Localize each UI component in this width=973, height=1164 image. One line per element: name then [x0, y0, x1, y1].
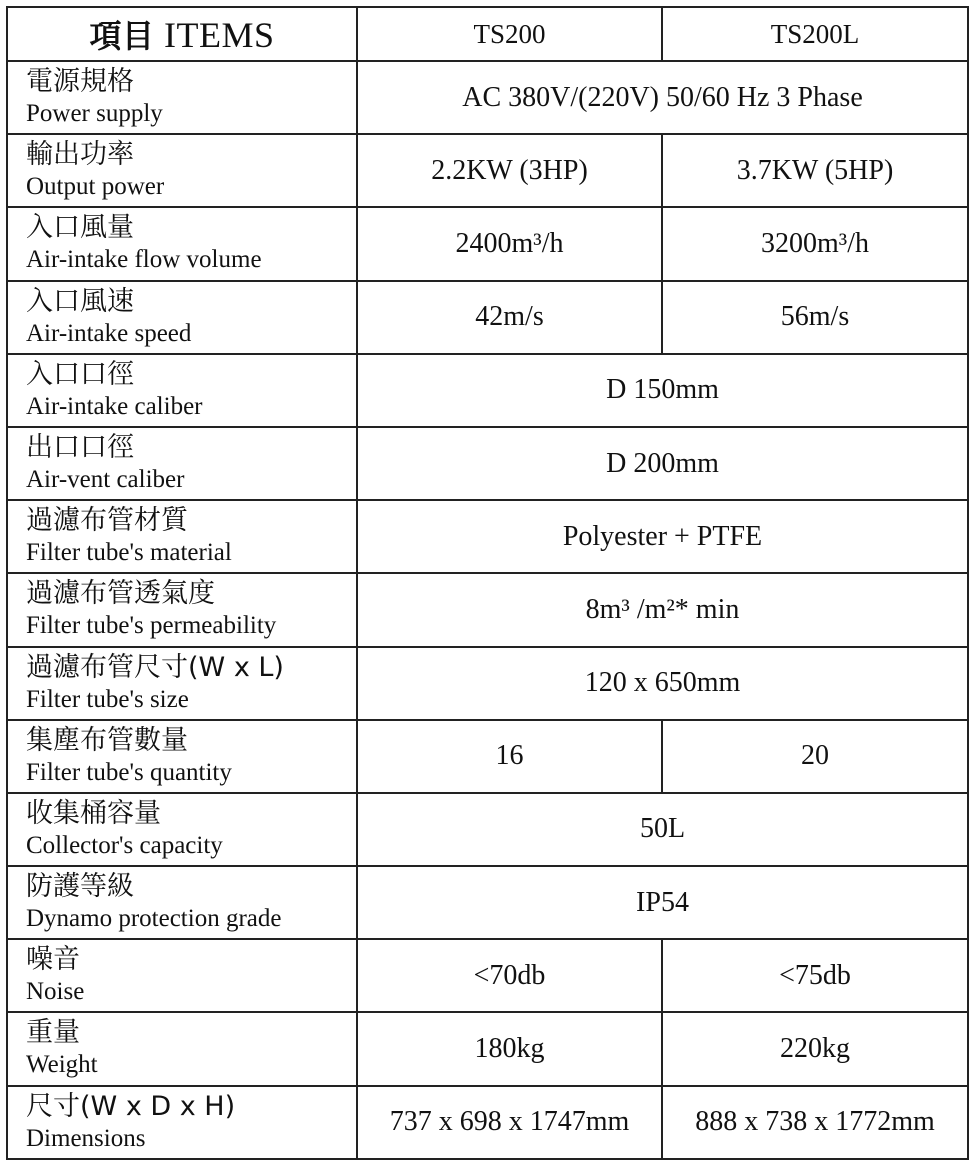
spec-label-en: Air-intake speed	[26, 319, 192, 347]
spec-value-ts200: 737 x 698 x 1747mm	[357, 1086, 662, 1159]
spec-label-en: Air-intake flow volume	[26, 246, 262, 274]
spec-label-en: Filter tube's size	[26, 685, 189, 713]
spec-value-shared: IP54	[357, 866, 968, 939]
spec-row-collector-capacity	[7, 793, 968, 866]
spec-row-filter-size	[7, 647, 968, 720]
spec-label	[7, 427, 357, 500]
spec-value-ts200l: 888 x 738 x 1772mm	[662, 1086, 968, 1159]
spec-row-filter-quantity	[7, 720, 968, 793]
spec-label-en: Filter tube's permeability	[26, 612, 277, 640]
spec-label-zh: 電源規格	[26, 66, 134, 97]
spec-value-ts200l: <75db	[662, 939, 968, 1012]
spec-label	[7, 720, 357, 793]
spec-row-air-intake-speed	[7, 281, 968, 354]
spec-row-weight	[7, 1012, 968, 1085]
items-header-en: ITEMS	[164, 15, 275, 55]
spec-label-en: Dynamo protection grade	[26, 905, 282, 933]
spec-label	[7, 207, 357, 280]
spec-label	[7, 939, 357, 1012]
spec-label-zh: 噪音	[26, 944, 80, 976]
spec-label	[7, 793, 357, 866]
spec-label-en: Weight	[26, 1051, 98, 1079]
spec-label-zh: 防護等級	[26, 871, 134, 903]
spec-label-zh: 輸出功率	[26, 139, 134, 171]
spec-label-zh: 入口口徑	[26, 358, 134, 390]
spec-row-output-power	[7, 134, 968, 207]
spec-row-dimensions	[7, 1086, 968, 1159]
spec-row-air-intake-flow	[7, 207, 968, 280]
model-header-ts200: TS200	[357, 7, 662, 61]
items-header	[7, 7, 357, 61]
spec-row-noise	[7, 939, 968, 1012]
items-header-zh: 項目	[89, 17, 155, 55]
spec-row-filter-permeability	[7, 573, 968, 646]
spec-label-zh: 過濾布管尺寸(W x L)	[26, 651, 284, 683]
model-header-ts200l: TS200L	[662, 7, 968, 61]
spec-value-ts200l: 220kg	[662, 1012, 968, 1085]
spec-label	[7, 1086, 357, 1159]
spec-label	[7, 647, 357, 720]
spec-row-air-intake-caliber	[7, 354, 968, 427]
spec-label	[7, 134, 357, 207]
spec-label-zh: 入口風速	[26, 285, 134, 317]
spec-label	[7, 354, 357, 427]
spec-value-shared: AC 380V/(220V) 50/60 Hz 3 Phase	[357, 61, 968, 134]
spec-label	[7, 61, 357, 134]
spec-label-en: Power supply	[26, 100, 163, 127]
spec-label-en: Output power	[26, 173, 165, 201]
spec-value-shared: Polyester + PTFE	[357, 500, 968, 573]
spec-label	[7, 866, 357, 939]
spec-label-zh: 重量	[26, 1017, 80, 1049]
spec-label	[7, 500, 357, 573]
spec-value-shared: 8m³ /m²* min	[357, 573, 968, 646]
spec-row-power-supply	[7, 61, 968, 134]
spec-value-ts200: 42m/s	[357, 281, 662, 354]
spec-label-zh: 出口口徑	[26, 431, 134, 463]
spec-label-zh: 過濾布管材質	[26, 505, 188, 537]
spec-label-en: Filter tube's quantity	[26, 758, 232, 786]
spec-label-en: Noise	[26, 978, 85, 1006]
spec-label-en: Filter tube's material	[26, 539, 232, 567]
spec-value-ts200: 180kg	[357, 1012, 662, 1085]
spec-value-ts200l: 3.7KW (5HP)	[662, 134, 968, 207]
spec-label-zh: 集塵布管數量	[26, 724, 188, 756]
spec-table	[6, 6, 969, 1160]
spec-value-ts200: <70db	[357, 939, 662, 1012]
spec-row-filter-material	[7, 500, 968, 573]
spec-value-ts200l: 56m/s	[662, 281, 968, 354]
spec-row-air-vent-caliber	[7, 427, 968, 500]
spec-label	[7, 573, 357, 646]
spec-label	[7, 1012, 357, 1085]
spec-value-ts200: 16	[357, 720, 662, 793]
spec-label	[7, 281, 357, 354]
spec-value-shared: 120 x 650mm	[357, 647, 968, 720]
spec-label-en: Air-intake caliber	[26, 392, 203, 420]
spec-label-zh: 入口風量	[26, 212, 134, 244]
spec-label-zh: 過濾布管透氣度	[26, 578, 215, 610]
spec-value-shared: 50L	[357, 793, 968, 866]
spec-value-shared: D 150mm	[357, 354, 968, 427]
spec-value-ts200l: 20	[662, 720, 968, 793]
spec-label-en: Air-vent caliber	[26, 465, 185, 493]
spec-label-zh: 尺寸(W x D x H)	[26, 1090, 236, 1122]
spec-label-zh: 收集桶容量	[26, 797, 161, 829]
spec-value-ts200l: 3200m³/h	[662, 207, 968, 280]
spec-label-en: Dimensions	[26, 1124, 146, 1152]
spec-value-ts200: 2.2KW (3HP)	[357, 134, 662, 207]
spec-value-shared: D 200mm	[357, 427, 968, 500]
header-row	[7, 7, 968, 61]
spec-value-ts200: 2400m³/h	[357, 207, 662, 280]
spec-label-en: Collector's capacity	[26, 831, 223, 859]
spec-row-protection-grade	[7, 866, 968, 939]
